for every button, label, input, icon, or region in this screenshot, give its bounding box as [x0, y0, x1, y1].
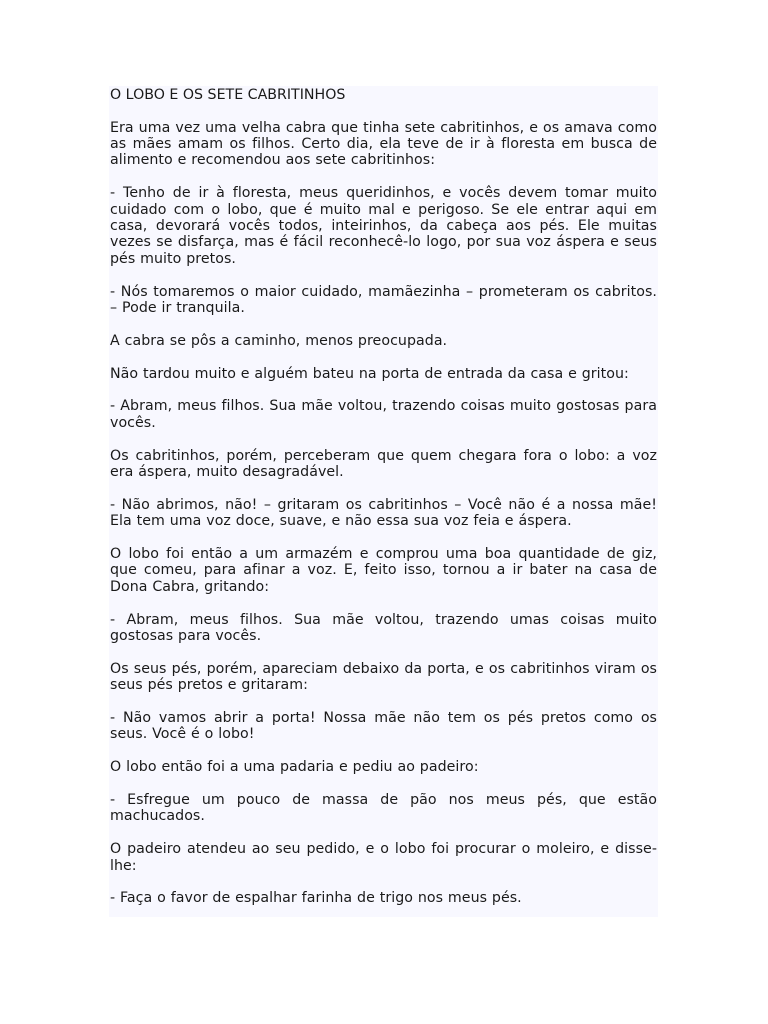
paragraph-12: - Não vamos abrir a porta! Nossa mãe não tem os pés pretos como os seus. Você é o lobo! — [110, 709, 657, 743]
document-page — [109, 86, 658, 917]
paragraph-3: - Nós tomaremos o maior cuidado, mamãezinha – prometeram os cabritos. – Pode ir tranquila. — [110, 283, 657, 316]
paragraph-4: A cabra se pôs a caminho, menos preocupada. — [110, 332, 448, 349]
paragraph-5: Não tardou muito e alguém bateu na porta de entrada da casa e gritou: — [110, 365, 629, 382]
paragraph-2: - Tenho de ir à floresta, meus queridinhos, e vocês devem tomar muito cuidado com o lobo, que é muito mal e perigoso. Se ele entrar aqui em casa, devorará vocês todos, inteirinhos, da cabeça aos pés. Ele muitas vezes se disfarça, mas é fácil reconhecê-lo logo, por sua voz áspera e seus pés muito pretos. — [110, 185, 657, 267]
paragraph-9: O lobo foi então a um armazém e comprou uma boa quantidade de giz, que comeu, para afinar a voz. E, feito isso, tornou a ir bater na casa de Dona Cabra, gritando: — [110, 545, 657, 595]
story-title: O LOBO E OS SETE CABRITINHOS — [110, 87, 346, 103]
paragraph-16: - Faça o favor de espalhar farinha de trigo nos meus pés. — [110, 890, 522, 907]
paragraph-15: O padeiro atendeu ao seu pedido, e o lobo foi procurar o moleiro, e disse-lhe: — [110, 841, 657, 874]
paragraph-6: - Abram, meus filhos. Sua mãe voltou, trazendo coisas muito gostosas para vocês. — [110, 398, 657, 431]
paragraph-10: - Abram, meus filhos. Sua mãe voltou, trazendo umas coisas muito gostosas para vocês. — [110, 611, 657, 644]
paragraph-13: O lobo então foi a uma padaria e pediu ao padeiro: — [110, 759, 479, 776]
paragraph-11: Os seus pés, porém, apareciam debaixo da porta, e os cabritinhos viram os seus pés pretos e gritaram: — [110, 660, 657, 694]
paragraph-1: Era uma vez uma velha cabra que tinha sete cabritinhos, e os amava como as mães amam os filhos. Certo dia, ela teve de ir à floresta em busca de alimento e recomendou aos sete cabritinhos: — [110, 119, 657, 169]
paragraph-7: Os cabritinhos, porém, perceberam que quem chegara fora o lobo: a voz era áspera, muito desagradável. — [110, 447, 657, 480]
paragraph-14: - Esfregue um pouco de massa de pão nos meus pés, que estão machucados. — [110, 791, 657, 825]
paragraph-8: - Não abrimos, não! – gritaram os cabritinhos – Você não é a nossa mãe! Ela tem uma voz doce, suave, e não essa sua voz feia e áspera. — [110, 496, 657, 530]
